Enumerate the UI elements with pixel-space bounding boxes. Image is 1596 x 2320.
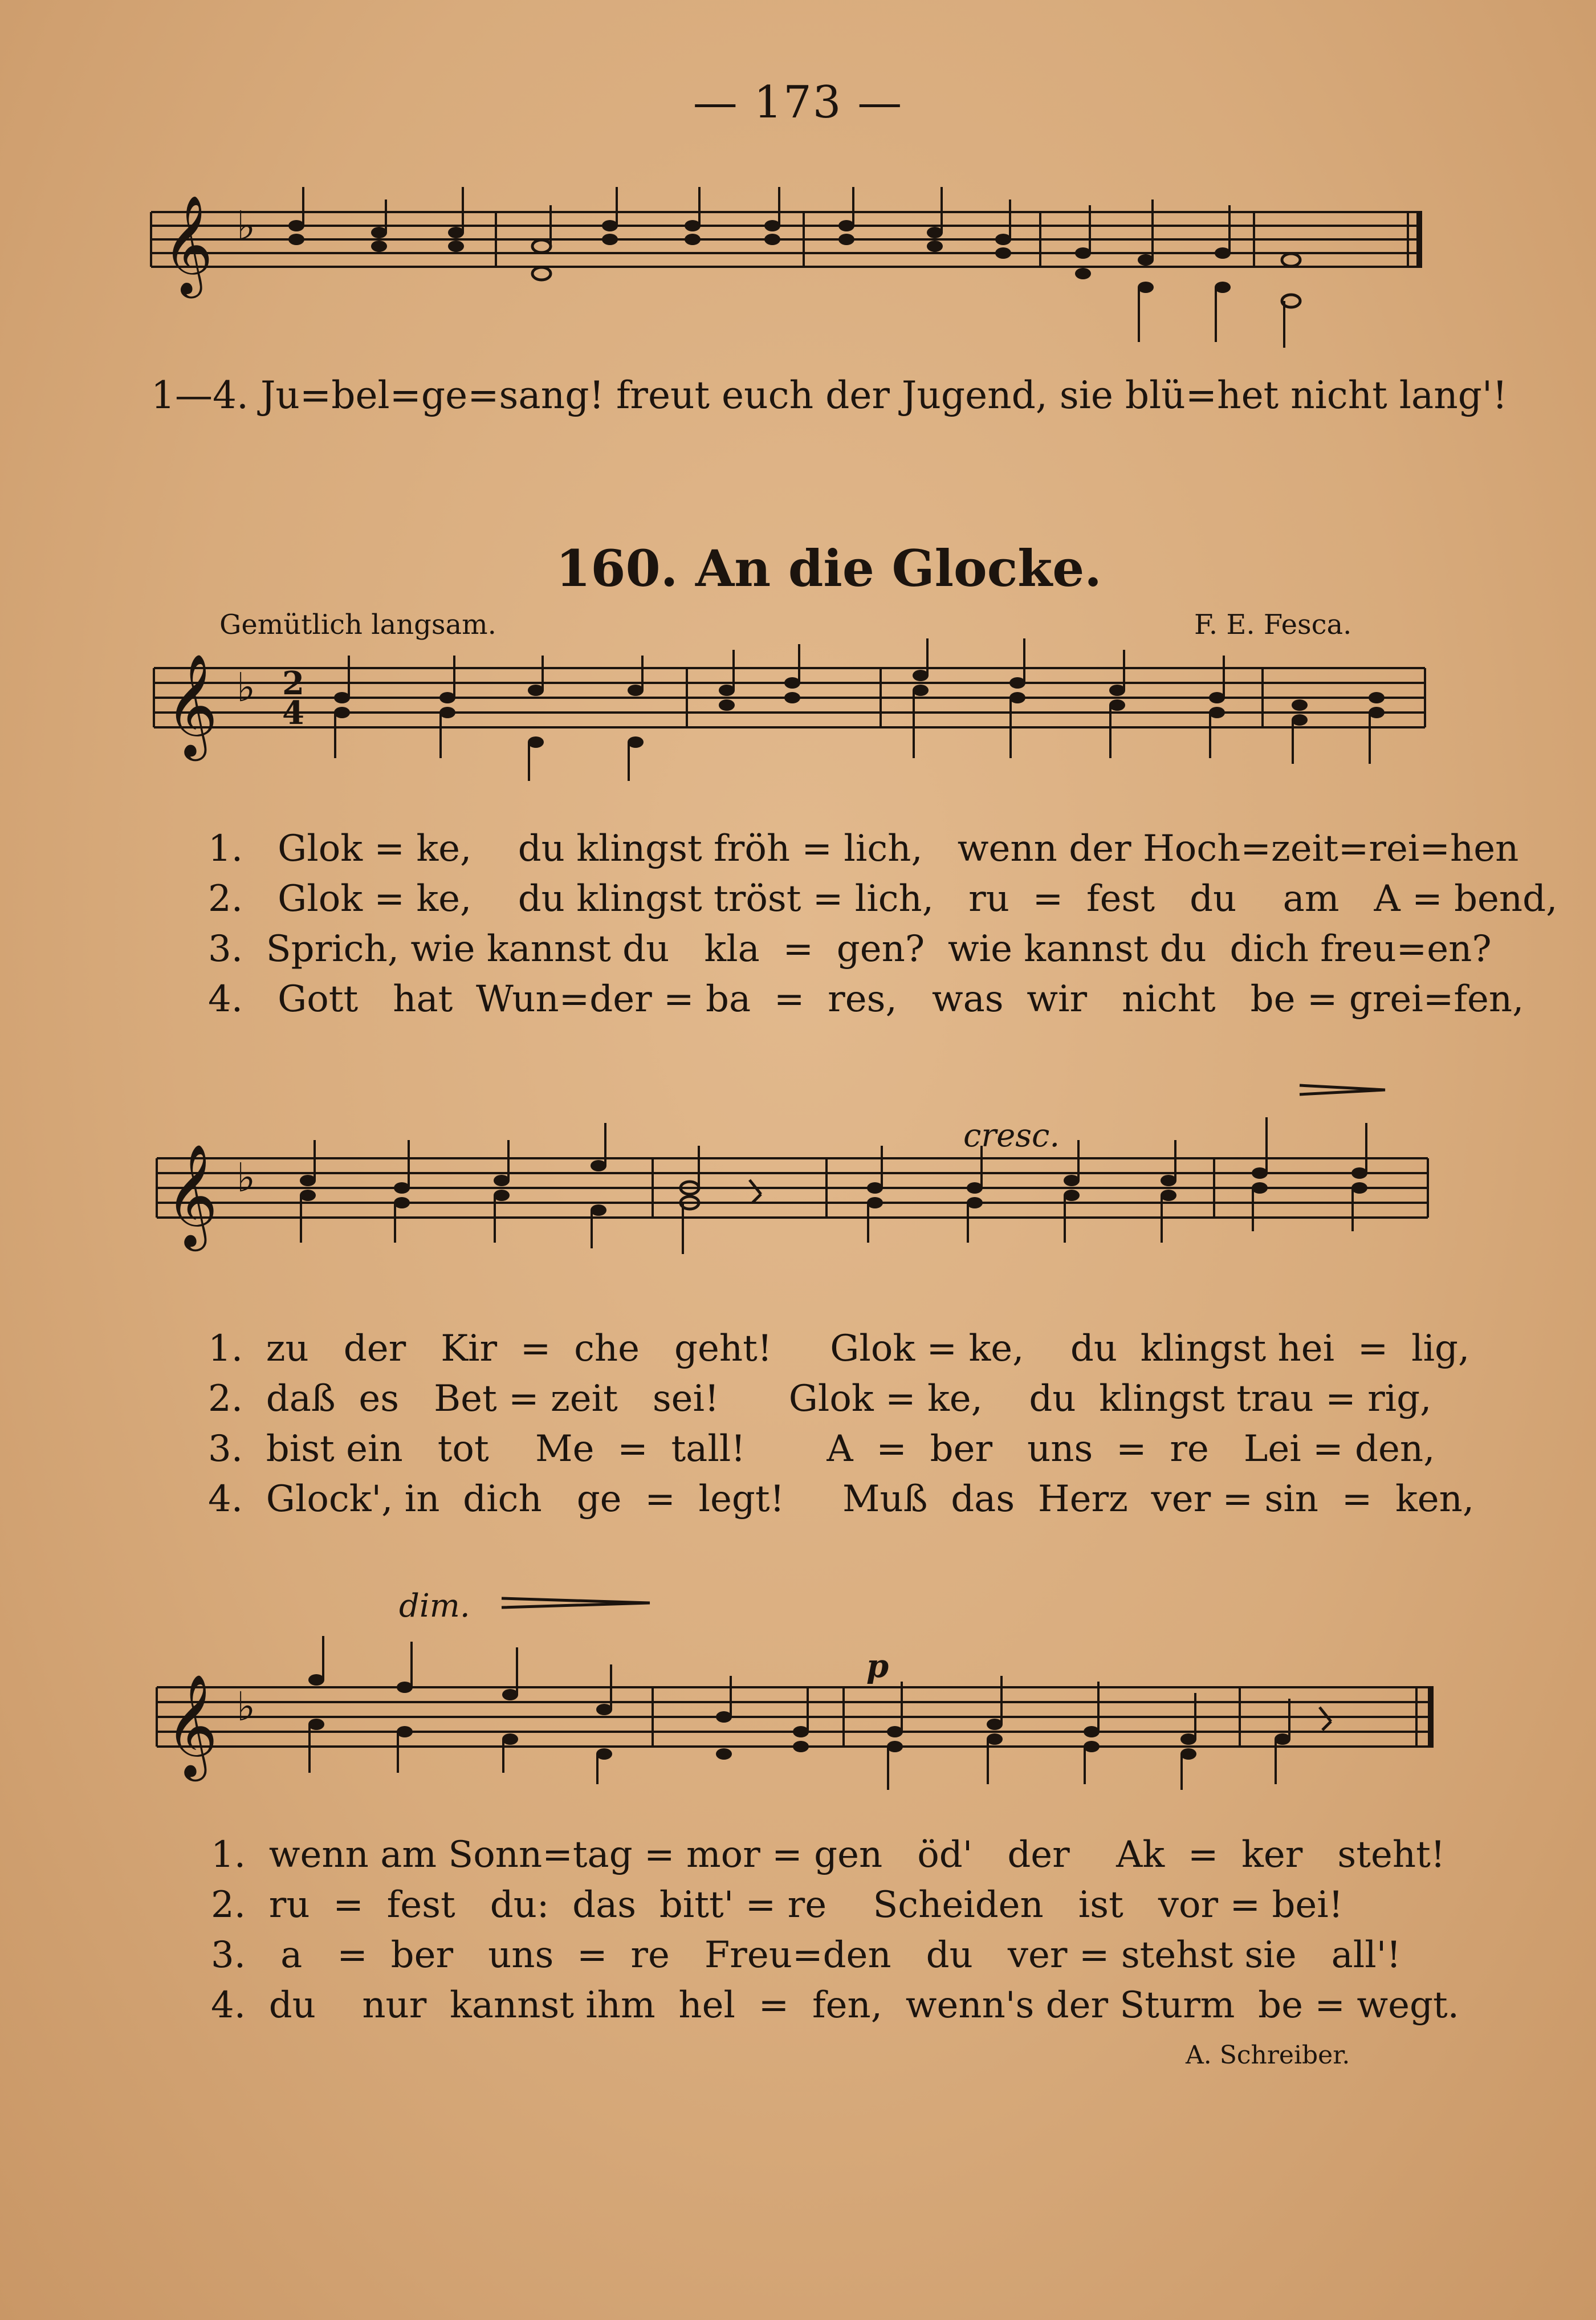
system3-verse-1: 1. wenn am Sonn=tag = mor = gen öd' der Ak = ker steht!	[211, 1834, 1446, 1876]
flat-icon: ♭	[237, 1683, 256, 1730]
system1-verse-1: 1. Glok = ke, du klingst fröh = lich, wenn der Hoch=zeit=rei=hen	[208, 828, 1519, 870]
system2-verse-2: 2. daß es Bet = zeit sei! Glok = ke, du klingst trau = rig,	[208, 1378, 1432, 1420]
music-staff-2	[0, 1083, 1596, 1288]
page-number: — 173 —	[693, 77, 903, 128]
flat-icon: ♭	[237, 1154, 256, 1201]
cresc-marking: cresc.	[963, 1117, 1060, 1154]
flat-icon: ♭	[237, 664, 256, 711]
treble-clef-icon: 𝄞	[165, 1673, 218, 1777]
treble-clef-icon: 𝄞	[165, 653, 218, 756]
system3-verse-2: 2. ru = fest du: das bitt' = re Scheiden ist vor = bei!	[211, 1884, 1343, 1926]
time-signature-2-4: 2	[282, 665, 304, 702]
piano-marking: p	[866, 1647, 889, 1685]
top-staff-lyric: 1—4. Ju=bel=ge=sang! freut euch der Jugend, sie blü=het nicht lang'!	[151, 373, 1508, 417]
lyricist: A. Schreiber.	[1186, 2041, 1350, 2070]
system3-verse-3: 3. a = ber uns = re Freu=den du ver = stehst sie all'!	[211, 1934, 1401, 1976]
system2-verse-4: 4. Glock', in dich ge = legt! Muß das Herz ver = sin = ken,	[208, 1478, 1475, 1520]
music-staff-1	[0, 633, 1596, 821]
system2-verse-3: 3. bist ein tot Me = tall! A = ber uns = re Lei = den,	[208, 1428, 1435, 1470]
dim-marking: dim.	[399, 1588, 470, 1625]
svg-text:4: 4	[282, 694, 304, 732]
system2-verse-1: 1. zu der Kir = che geht! Glok = ke, du klingst hei = lig,	[208, 1328, 1470, 1370]
treble-clef-icon: 𝄞	[165, 1143, 218, 1247]
treble-clef-icon: 𝄞	[162, 195, 213, 294]
tempo-marking: Gemütlich langsam.	[219, 609, 496, 641]
music-staff-3	[0, 1590, 1596, 1835]
system1-verse-4: 4. Gott hat Wun=der = ba = res, was wir nicht be = grei=fen,	[208, 978, 1524, 1020]
song-title: 160. An die Glocke.	[556, 539, 1102, 598]
system3-verse-4: 4. du nur kannst ihm hel = fen, wenn's der Sturm be = wegt.	[211, 1984, 1459, 2026]
composer: F. E. Fesca.	[1194, 609, 1352, 641]
system1-verse-2: 2. Glok = ke, du klingst tröst = lich, ru = fest du am A = bend,	[208, 878, 1558, 920]
flat-icon: ♭	[237, 202, 256, 249]
system1-verse-3: 3. Sprich, wie kannst du kla = gen? wie kannst du dich freu=en?	[208, 928, 1492, 970]
